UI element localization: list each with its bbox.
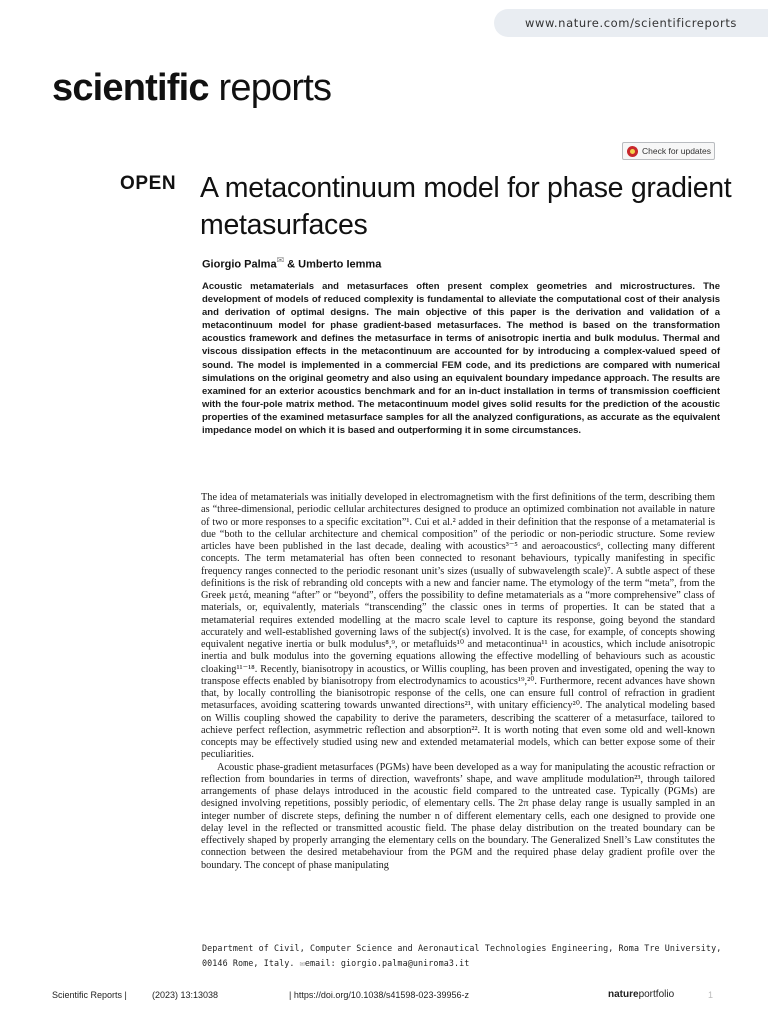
article-body [201, 492, 715, 872]
journal-url[interactable]: www.nature.com/scientificreports [494, 9, 768, 37]
check-for-updates-label: Check for updates [642, 146, 711, 156]
footer-volume: (2023) 13:13038 [152, 990, 219, 1000]
brand-light: portfolio [638, 989, 675, 1000]
crossmark-icon [627, 146, 638, 157]
body-paragraph: The idea of metamaterials was initially developed in electromagnetism with the first definitions of the term, describing them as “three-dimensional, periodic cellular architectures designed to produce an optimized combination not available in nature of two or more responses to a specific excitation”¹. Cui et al.² added in their definition that the response of a metamaterial is due “both to the cellular architecture and chemical composition” of the periodic or non-periodic structure. Some review articles have been published in the last decade, dealing with acoustics³⁻⁵ and aeroacoustics⁶, collecting many different concepts. The term metamaterial has often been connected to resonant behaviours, typically manifesting in specific frequency ranges connected to the periodic resonant unit’s sizes (usually of subwavelength scale)⁷. A subtle aspect of these definitions is the risk of rebranding old concepts with a new and fancier name. The etymology of the term “meta”, from the Greek μετά, meaning “after” or “beyond”, offers the possibility to define metamaterials as a “more comprehensive” class of materials, or, equivalently, materials “transcending” the classic ones in terms of properties. It can be stated that a metamaterial requires extended modelling at the macro scale level to capture its response, going beyond the standard accurately and well-established governing laws of the subject(s) involved. It is the case, for example, of concepts showing equivalent negative inertia or bulk modulus⁸,⁹, or metafluids¹⁰ and metacontinua¹¹ in acoustics, which include anisotropic inertia and bulk modulus into the governing equations allowing the effective modelling of behaviours such as acoustic cloaking¹¹⁻¹⁸. Recently, bianisotropy in acoustics, or Willis coupling, has been proven and investigated, opening the way to transpose effects enabled by bianisotropy from electrodynamics to acoustics¹⁹,²⁰. Furthermore, recent advances have shown that, by locally controlling the bianisotropic response of the cells, one can ensure full control of refraction in gradient metasurfaces, avoiding scattering towards unwanted directions²¹, with unitary efficiency²⁰. The analytical modeling based on Willis coupling showed the capability to derive the parameters, describing the scatterer of a metasurface, tailored to achieve perfect reflection, asymmetric reflection and absorption²². It is worth noting that even some old and well-known concepts may be effectively studied using new and extended metamaterial models, which can better expose some of their peculiarities. [201, 492, 715, 761]
open-access-label: OPEN [120, 173, 177, 194]
check-for-updates-button[interactable] [622, 142, 715, 160]
author-link[interactable]: & Umberto Iemma [284, 258, 382, 271]
logo-light-part: reports [218, 67, 332, 109]
author-link[interactable]: Giorgio Palma [202, 258, 277, 271]
mail-icon: ✉ [299, 958, 305, 968]
body-paragraph: Acoustic phase-gradient metasurfaces (PGMs) have been developed as a way for manipulating the acoustic refraction or reflection from boundaries in terms of direction, wavefronts’ shape, and wave amplitude modulation²³, through tailored arrangements of phase delays introduced in the acoustic field compared to the untreated case. Typically (PGMs) are designed involving repetitions, possibly periodic, of elementary cells. The 2π phase delay range is usually sampled in an integer number of discrete steps, defining the number n of different elementary cells, each one designed to provide one delay level in the reflected or transmitted acoustic field. The phase delay distribution on the treated boundary can be effectively shaped by properly arranging the elementary cells on the boundary. The Generalized Snell’s Law constitutes the connection between the desired metabehaviour from the PGM and the required phase delay gradient profile over the boundary. The concept of phase manipulating [201, 761, 715, 871]
footer-doi-link[interactable]: | https://doi.org/10.1038/s41598-023-39956-z [289, 990, 469, 1000]
author-list [202, 255, 381, 271]
footer-journal: Scientific Reports | [52, 990, 127, 1000]
page-number: 1 [708, 990, 714, 1000]
corresponding-email[interactable]: email: giorgio.palma@uniroma3.it [304, 958, 470, 968]
page-footer [52, 990, 716, 1004]
affiliation-text: Department of Civil, Computer Science and Aeronautical Technologies Engineering, Roma Tre University, 00146 Rome, Italy. [202, 943, 722, 968]
logo-bold-part: scientific [52, 67, 209, 109]
journal-logo [52, 66, 331, 110]
brand-bold: nature [608, 989, 639, 1000]
mail-icon[interactable]: ✉ [276, 255, 285, 265]
abstract: Acoustic metamaterials and metasurfaces often present complex geometries and microstructures. The development of models of reduced complexity is fundamental to alleviate the computational cost of their analysis and derivation of optimal designs. The main objective of this paper is the derivation and validation of a metacontinuum model for phase gradient-based metasurfaces. The method is based on the transformation acoustics framework and defines the metasurface in terms of anisotropic inertia and bulk modulus. Thermal and viscous dissipation effects in the metacontinuum are accounted for by introducing a complex-valued speed of sound. The model is implemented in a commercial FEM code, and its predictions are compared with numerical simulations on the original geometry and also using an equivalent boundary impedance approach. The results are examined for an exterior acoustics benchmark and for an in-duct installation in terms of transmission coefficient with the four-pole matrix method. The metacontinuum model gives solid results for the prediction of the acoustic properties of the examined metasurface samples for all the analyzed configurations, as accurate as the equivalent impedance model on which it is based and outperforming it in some circumstances. [202, 281, 720, 437]
affiliation-block [202, 941, 722, 971]
nature-portfolio-logo [608, 989, 674, 1000]
article-title: A metacontinuum model for phase gradient metasurfaces [200, 172, 732, 241]
